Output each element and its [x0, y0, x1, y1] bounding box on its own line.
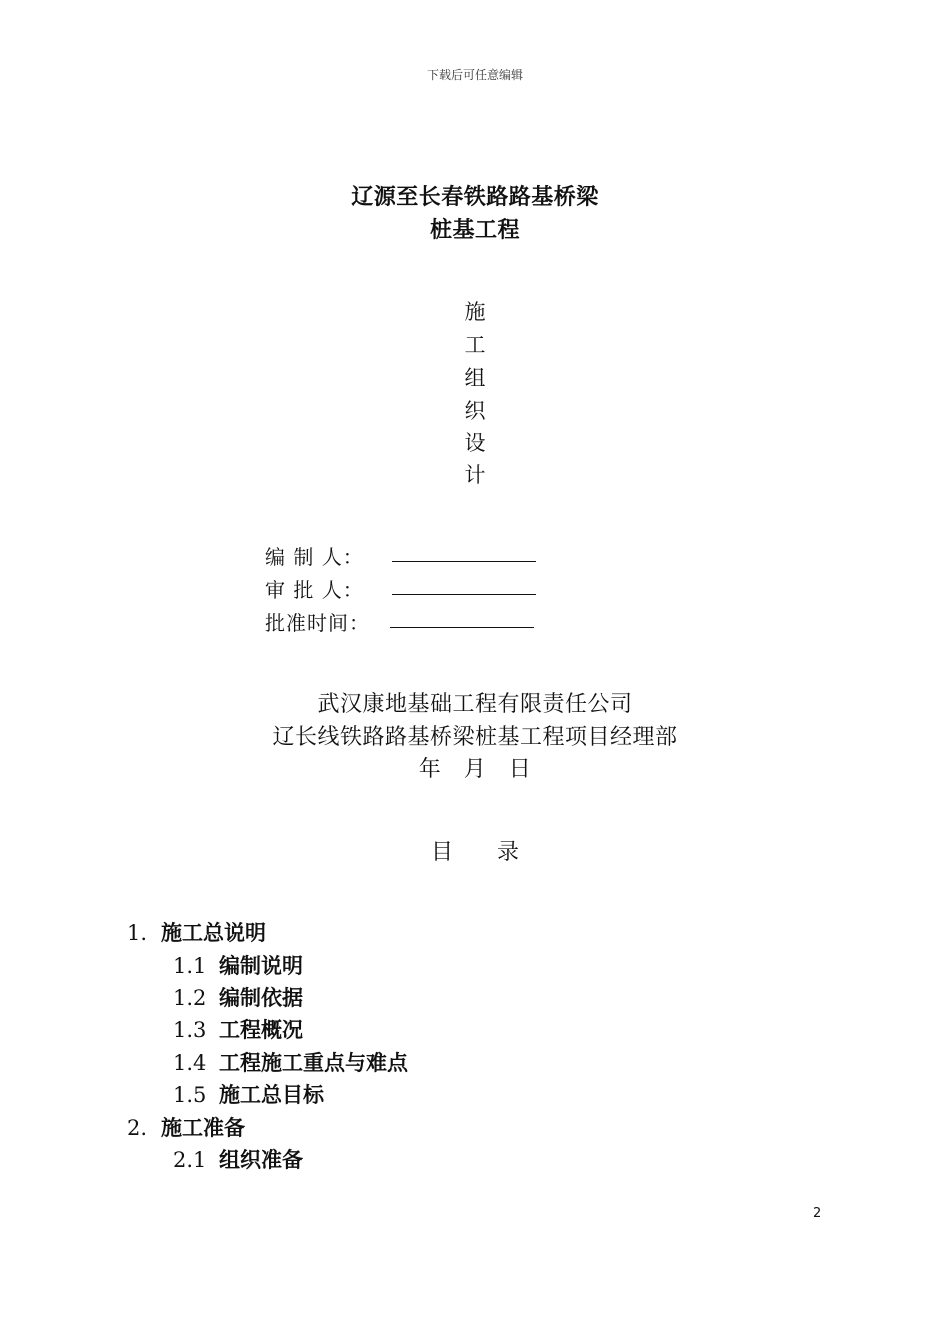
- toc-item[interactable]: [173, 1047, 408, 1077]
- doc-type-char: 设: [464, 431, 486, 455]
- toc-item-text: 工程施工重点与难点: [219, 1051, 408, 1075]
- toc-item[interactable]: [173, 1144, 303, 1174]
- toc-item-number: 2.1: [173, 1148, 207, 1172]
- doc-type-char: 组: [464, 366, 486, 390]
- page-number: 2: [813, 1206, 822, 1221]
- toc-item-text: 编制依据: [219, 986, 303, 1010]
- toc-item-text: 工程概况: [219, 1018, 303, 1042]
- doc-type-char: 计: [464, 463, 486, 487]
- toc-item[interactable]: [173, 982, 303, 1012]
- signature-blank-line: [392, 594, 536, 595]
- signature-row-approval-date: [265, 607, 390, 636]
- toc-item-number: 1.3: [173, 1018, 207, 1042]
- header-note: 下载后可任意编辑: [426, 68, 523, 82]
- toc-item-number: 1.: [127, 921, 148, 945]
- toc-item-text: 施工总说明: [161, 921, 266, 945]
- signature-label: 编 制 人：: [265, 545, 364, 569]
- toc-item[interactable]: [127, 1112, 245, 1142]
- date-line: 年 月 日: [418, 757, 532, 782]
- toc-item-text: 施工准备: [161, 1116, 245, 1140]
- signature-label: 批准时间：: [265, 611, 370, 635]
- toc-item-text: 编制说明: [219, 954, 303, 978]
- signature-blank-line: [392, 561, 536, 562]
- toc-item-text: 施工总目标: [219, 1083, 324, 1107]
- doc-type-char: 工: [464, 333, 486, 357]
- toc-item[interactable]: [173, 1014, 303, 1044]
- toc-item-number: 1.5: [173, 1083, 207, 1107]
- signature-row-author: [265, 541, 390, 570]
- toc-heading: 目 录: [430, 840, 519, 865]
- toc-item[interactable]: [173, 1079, 324, 1109]
- signature-blank-line: [390, 627, 534, 628]
- toc-item-number: 1.2: [173, 986, 207, 1010]
- project-title-line1: 辽源至长春铁路路基桥梁: [351, 185, 599, 210]
- toc-item[interactable]: [127, 917, 266, 947]
- doc-type-char: 施: [464, 300, 486, 324]
- toc-item-text: 组织准备: [219, 1148, 303, 1172]
- toc-item-number: 1.1: [173, 954, 207, 978]
- toc-item-number: 2.: [127, 1116, 148, 1140]
- toc-item-number: 1.4: [173, 1051, 207, 1075]
- department-name: 辽长线铁路路基桥梁桩基工程项目经理部: [272, 725, 678, 750]
- toc-item[interactable]: [173, 950, 303, 980]
- doc-type-char: 织: [464, 399, 486, 423]
- signature-row-reviewer: [265, 574, 390, 603]
- project-title-line2: 桩基工程: [429, 218, 520, 243]
- signature-label: 审 批 人：: [265, 578, 364, 602]
- company-name: 武汉康地基础工程有限责任公司: [317, 692, 633, 717]
